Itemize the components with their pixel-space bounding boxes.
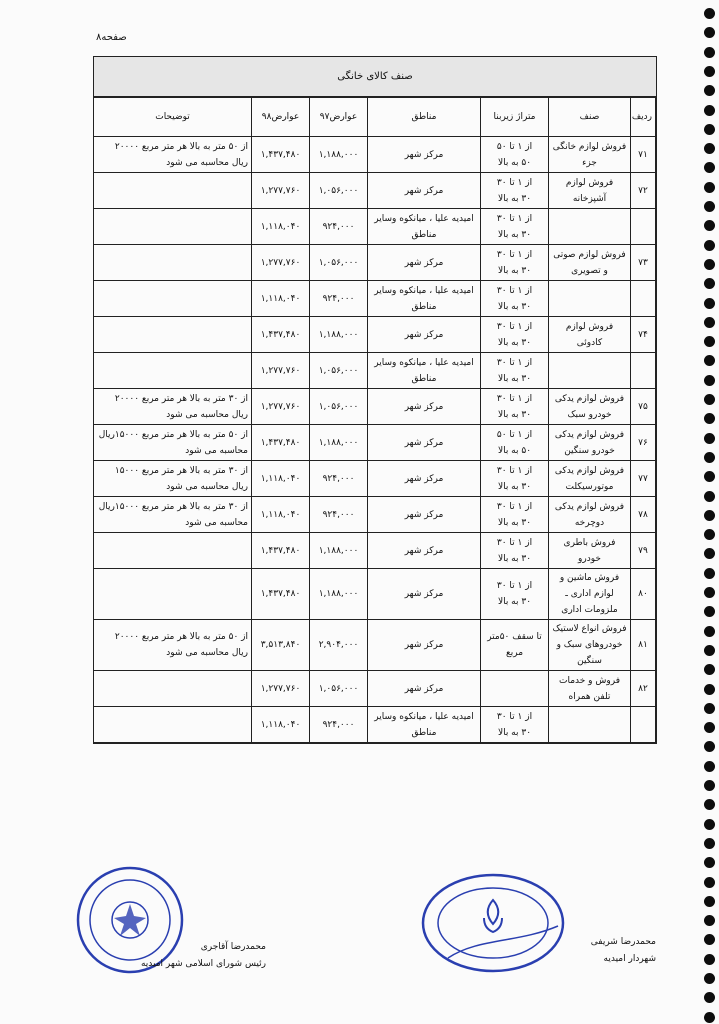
header-region: مناطق <box>368 98 481 137</box>
region: مرکز شهر <box>368 533 481 569</box>
binding-hole <box>704 934 715 945</box>
guild-name: فروش و خدمات تلفن همراه <box>549 671 631 707</box>
region: مرکز شهر <box>368 461 481 497</box>
fee-98: ۱,۱۱۸,۰۴۰ <box>252 281 310 317</box>
guild-name: فروش ماشین و لوازم اداری ـ ملزومات اداری <box>549 569 631 620</box>
binding-hole <box>704 664 715 675</box>
binding-hole <box>704 741 715 752</box>
table-row <box>94 461 656 497</box>
guild-name: فروش باطری خودرو <box>549 533 631 569</box>
area-line: از ۱ تا ۳۰ <box>496 249 533 260</box>
area-line: مربع <box>505 648 524 658</box>
notes: از ۳۰ متر به بالا هر متر مربع ۱۵۰۰۰ریال محاسبه می شود <box>94 497 252 533</box>
binding-hole <box>704 915 715 926</box>
fee-97: ۹۲۴,۰۰۰ <box>310 707 368 743</box>
notes <box>94 707 252 743</box>
area-line: ۳۰ به بالا <box>497 553 532 564</box>
header-area: متراژ زیربنا <box>481 98 549 137</box>
region: مرکز شهر <box>368 173 481 209</box>
fee-97: ۱,۰۵۶,۰۰۰ <box>310 173 368 209</box>
spiral-binding <box>701 0 715 1024</box>
fee-97: ۱,۰۵۶,۰۰۰ <box>310 671 368 707</box>
row-number: ۷۵ <box>631 389 656 425</box>
fee-97: ۱,۱۸۸,۰۰۰ <box>310 137 368 173</box>
region: مرکز شهر <box>368 671 481 707</box>
fee-97: ۹۲۴,۰۰۰ <box>310 281 368 317</box>
binding-hole <box>704 529 715 540</box>
table-row <box>94 281 656 317</box>
area-line: تا سقف ۵۰متر <box>487 632 542 642</box>
area-range <box>481 389 549 425</box>
mayor-title: شهردار امیدیه <box>603 954 656 964</box>
area-line: از ۱ تا ۳۰ <box>496 213 533 224</box>
binding-hole <box>704 857 715 868</box>
row-number: ۷۸ <box>631 497 656 533</box>
area-line: ۳۰ به بالا <box>497 727 532 738</box>
binding-hole <box>704 877 715 888</box>
area-range <box>481 245 549 281</box>
table-header-row <box>94 98 656 137</box>
binding-hole <box>704 182 715 193</box>
binding-hole <box>704 240 715 251</box>
fee-97: ۱,۰۵۶,۰۰۰ <box>310 389 368 425</box>
fee-table-container <box>93 56 657 744</box>
binding-hole <box>704 220 715 231</box>
binding-hole <box>704 47 715 58</box>
area-range <box>481 620 549 671</box>
category-title: صنف کالای خانگی <box>94 57 656 97</box>
binding-hole <box>704 317 715 328</box>
guild-name: فروش لوازم یدکی خودرو سبک <box>549 389 631 425</box>
binding-hole <box>704 259 715 270</box>
area-range <box>481 209 549 245</box>
binding-hole <box>704 1012 715 1023</box>
region: مرکز شهر <box>368 569 481 620</box>
binding-hole <box>704 819 715 830</box>
area-line: ۳۰ به بالا <box>497 301 532 312</box>
fee-98: ۱,۲۷۷,۷۶۰ <box>252 671 310 707</box>
table-row <box>94 353 656 389</box>
binding-hole <box>704 722 715 733</box>
area-line: از ۱ تا ۳۰ <box>496 581 533 591</box>
area-line: از ۱ تا ۳۰ <box>496 465 533 476</box>
area-range <box>481 671 549 707</box>
council-signature-block <box>126 939 266 973</box>
binding-hole <box>704 105 715 116</box>
fee-97: ۹۲۴,۰۰۰ <box>310 209 368 245</box>
region: مرکز شهر <box>368 389 481 425</box>
area-range <box>481 173 549 209</box>
notes <box>94 569 252 620</box>
notes <box>94 281 252 317</box>
binding-hole <box>704 471 715 482</box>
binding-hole <box>704 355 715 366</box>
row-number: ۸۲ <box>631 671 656 707</box>
area-line: ۳۰ به بالا <box>497 597 532 607</box>
table-row <box>94 533 656 569</box>
area-range <box>481 569 549 620</box>
binding-hole <box>704 491 715 502</box>
binding-hole <box>704 780 715 791</box>
guild-name: فروش لوازم صوتی و تصویری <box>549 245 631 281</box>
area-range <box>481 497 549 533</box>
guild-name: فروش لوازم خانگی جزء <box>549 137 631 173</box>
table-row <box>94 209 656 245</box>
table-row <box>94 620 656 671</box>
area-range <box>481 707 549 743</box>
binding-hole <box>704 896 715 907</box>
region: امیدیه علیا ، میانکوه وسایر مناطق <box>368 281 481 317</box>
area-range <box>481 353 549 389</box>
binding-hole <box>704 973 715 984</box>
area-line: ۳۰ به بالا <box>497 337 532 348</box>
notes <box>94 209 252 245</box>
area-line: از ۱ تا ۳۰ <box>496 285 533 296</box>
fee-table <box>93 97 656 743</box>
row-number: ۷۱ <box>631 137 656 173</box>
binding-hole <box>704 201 715 212</box>
header-fee98: عوارض۹۸ <box>252 98 310 137</box>
guild-name <box>549 281 631 317</box>
binding-hole <box>704 413 715 424</box>
header-notes: توضیحات <box>94 98 252 137</box>
area-line: ۵۰ به بالا <box>497 445 532 456</box>
fee-97: ۹۲۴,۰۰۰ <box>310 461 368 497</box>
binding-hole <box>704 510 715 521</box>
fee-97: ۱,۱۸۸,۰۰۰ <box>310 317 368 353</box>
region: مرکز شهر <box>368 497 481 533</box>
header-guild: صنف <box>549 98 631 137</box>
row-number: ۷۳ <box>631 245 656 281</box>
binding-hole <box>704 394 715 405</box>
binding-hole <box>704 452 715 463</box>
table-row <box>94 173 656 209</box>
table-row <box>94 425 656 461</box>
row-number: ۷۶ <box>631 425 656 461</box>
region: امیدیه علیا ، میانکوه وسایر مناطق <box>368 209 481 245</box>
binding-hole <box>704 954 715 965</box>
area-range <box>481 425 549 461</box>
binding-hole <box>704 85 715 96</box>
notes <box>94 317 252 353</box>
table-row <box>94 497 656 533</box>
area-line: از ۱ تا ۳۰ <box>496 393 533 404</box>
area-line: ۳۰ به بالا <box>497 409 532 420</box>
guild-name <box>549 209 631 245</box>
area-line: ۳۰ به بالا <box>497 229 532 240</box>
notes <box>94 245 252 281</box>
region: مرکز شهر <box>368 620 481 671</box>
area-line: از ۱ تا ۳۰ <box>496 711 533 722</box>
fee-97: ۱,۰۵۶,۰۰۰ <box>310 353 368 389</box>
binding-hole <box>704 124 715 135</box>
row-number: ۷۲ <box>631 173 656 209</box>
area-line: ۳۰ به بالا <box>497 517 532 528</box>
binding-hole <box>704 568 715 579</box>
binding-hole <box>704 761 715 772</box>
header-row-no: ردیف <box>631 98 656 137</box>
table-row <box>94 137 656 173</box>
fee-98: ۱,۲۷۷,۷۶۰ <box>252 245 310 281</box>
table-row <box>94 671 656 707</box>
fee-97: ۱,۱۸۸,۰۰۰ <box>310 569 368 620</box>
area-range <box>481 317 549 353</box>
notes: از ۳۰ متر به بالا هر متر مربع ۲۰۰۰۰ ریال محاسبه می شود <box>94 389 252 425</box>
fee-98: ۱,۴۳۷,۴۸۰ <box>252 317 310 353</box>
area-line: ۳۰ به بالا <box>497 373 532 384</box>
binding-hole <box>704 626 715 637</box>
guild-name: فروش لوازم یدکی خودرو سنگین <box>549 425 631 461</box>
binding-hole <box>704 66 715 77</box>
guild-name: فروش لوازم یدکی دوچرخه <box>549 497 631 533</box>
region: مرکز شهر <box>368 245 481 281</box>
fee-98: ۱,۱۱۸,۰۴۰ <box>252 707 310 743</box>
area-range <box>481 281 549 317</box>
fee-97: ۲,۹۰۴,۰۰۰ <box>310 620 368 671</box>
row-number <box>631 209 656 245</box>
region: مرکز شهر <box>368 425 481 461</box>
area-range <box>481 137 549 173</box>
row-number <box>631 707 656 743</box>
binding-hole <box>704 433 715 444</box>
binding-hole <box>704 587 715 598</box>
row-number: ۷۴ <box>631 317 656 353</box>
notes <box>94 173 252 209</box>
binding-hole <box>704 143 715 154</box>
area-line: از ۱ تا ۳۰ <box>496 537 533 548</box>
fee-98: ۱,۲۷۷,۷۶۰ <box>252 389 310 425</box>
notes: از ۵۰ متر به بالا هر متر مربع ۲۰۰۰۰ ریال محاسبه می شود <box>94 620 252 671</box>
fee-98: ۱,۲۷۷,۷۶۰ <box>252 353 310 389</box>
fee-98: ۱,۴۳۷,۴۸۰ <box>252 533 310 569</box>
region: امیدیه علیا ، میانکوه وسایر مناطق <box>368 353 481 389</box>
area-range <box>481 461 549 497</box>
region: امیدیه علیا ، میانکوه وسایر مناطق <box>368 707 481 743</box>
region: مرکز شهر <box>368 317 481 353</box>
row-number: ۷۷ <box>631 461 656 497</box>
fee-97: ۹۲۴,۰۰۰ <box>310 497 368 533</box>
notes: از ۵۰ متر به بالا هر متر مربع ۲۰۰۰۰ ریال محاسبه می شود <box>94 137 252 173</box>
area-line: از ۱ تا ۵۰ <box>496 429 533 440</box>
area-line: از ۱ تا ۳۰ <box>496 321 533 332</box>
binding-hole <box>704 645 715 656</box>
notes: از ۵۰ متر به بالا هر متر مربع ۱۵۰۰۰ریال محاسبه می شود <box>94 425 252 461</box>
binding-hole <box>704 336 715 347</box>
binding-hole <box>704 548 715 559</box>
notes: از ۳۰ متر به بالا هر متر مربع ۱۵۰۰۰ ریال محاسبه می شود <box>94 461 252 497</box>
mayor-signature-block <box>566 934 656 968</box>
binding-hole <box>704 799 715 810</box>
fee-97: ۱,۱۸۸,۰۰۰ <box>310 533 368 569</box>
fee-98: ۱,۴۳۷,۴۸۰ <box>252 569 310 620</box>
fee-98: ۱,۴۳۷,۴۸۰ <box>252 425 310 461</box>
area-line: ۳۰ به بالا <box>497 193 532 204</box>
table-row <box>94 389 656 425</box>
binding-hole <box>704 278 715 289</box>
table-row <box>94 317 656 353</box>
binding-hole <box>704 606 715 617</box>
table-row <box>94 569 656 620</box>
guild-name <box>549 707 631 743</box>
notes <box>94 671 252 707</box>
area-line: از ۱ تا ۵۰ <box>496 141 533 152</box>
binding-hole <box>704 8 715 19</box>
fee-97: ۱,۱۸۸,۰۰۰ <box>310 425 368 461</box>
row-number <box>631 353 656 389</box>
binding-hole <box>704 992 715 1003</box>
page-number: صفحه۸ <box>96 32 127 43</box>
area-range <box>481 533 549 569</box>
area-line: از ۱ تا ۳۰ <box>496 177 533 188</box>
area-line: از ۱ تا ۳۰ <box>496 501 533 512</box>
row-number: ۸۱ <box>631 620 656 671</box>
notes <box>94 353 252 389</box>
guild-name: فروش لوازم یدکی موتورسیکلت <box>549 461 631 497</box>
guild-name <box>549 353 631 389</box>
header-fee97: عوارض۹۷ <box>310 98 368 137</box>
fee-98: ۱,۴۳۷,۴۸۰ <box>252 137 310 173</box>
council-chair-name: محمدرضا آقاجری <box>200 942 266 952</box>
fee-98: ۱,۱۱۸,۰۴۰ <box>252 461 310 497</box>
guild-name: فروش لوازم کادوئی <box>549 317 631 353</box>
fee-98: ۳,۵۱۳,۸۴۰ <box>252 620 310 671</box>
governorate-seal-icon <box>418 868 568 978</box>
binding-hole <box>704 838 715 849</box>
binding-hole <box>704 684 715 695</box>
region: مرکز شهر <box>368 137 481 173</box>
guild-name: فروش انواع لاستیک خودروهای سبک و سنگین <box>549 620 631 671</box>
fee-98: ۱,۱۱۸,۰۴۰ <box>252 209 310 245</box>
row-number <box>631 281 656 317</box>
table-row <box>94 707 656 743</box>
area-line: ۵۰ به بالا <box>497 157 532 168</box>
mayor-name: محمدرضا شریفی <box>590 937 656 947</box>
binding-hole <box>704 162 715 173</box>
fee-98: ۱,۱۱۸,۰۴۰ <box>252 497 310 533</box>
binding-hole <box>704 703 715 714</box>
binding-hole <box>704 298 715 309</box>
row-number: ۸۰ <box>631 569 656 620</box>
area-line: از ۱ تا ۳۰ <box>496 357 533 368</box>
binding-hole <box>704 375 715 386</box>
council-chair-title: رئیس شورای اسلامی شهر امیدیه <box>140 959 266 969</box>
table-row <box>94 245 656 281</box>
binding-hole <box>704 27 715 38</box>
area-line: ۳۰ به بالا <box>497 265 532 276</box>
fee-98: ۱,۲۷۷,۷۶۰ <box>252 173 310 209</box>
fee-97: ۱,۰۵۶,۰۰۰ <box>310 245 368 281</box>
area-line: ۳۰ به بالا <box>497 481 532 492</box>
guild-name: فروش لوازم آشپزخانه <box>549 173 631 209</box>
notes <box>94 533 252 569</box>
row-number: ۷۹ <box>631 533 656 569</box>
governorate-stamp <box>418 868 568 978</box>
